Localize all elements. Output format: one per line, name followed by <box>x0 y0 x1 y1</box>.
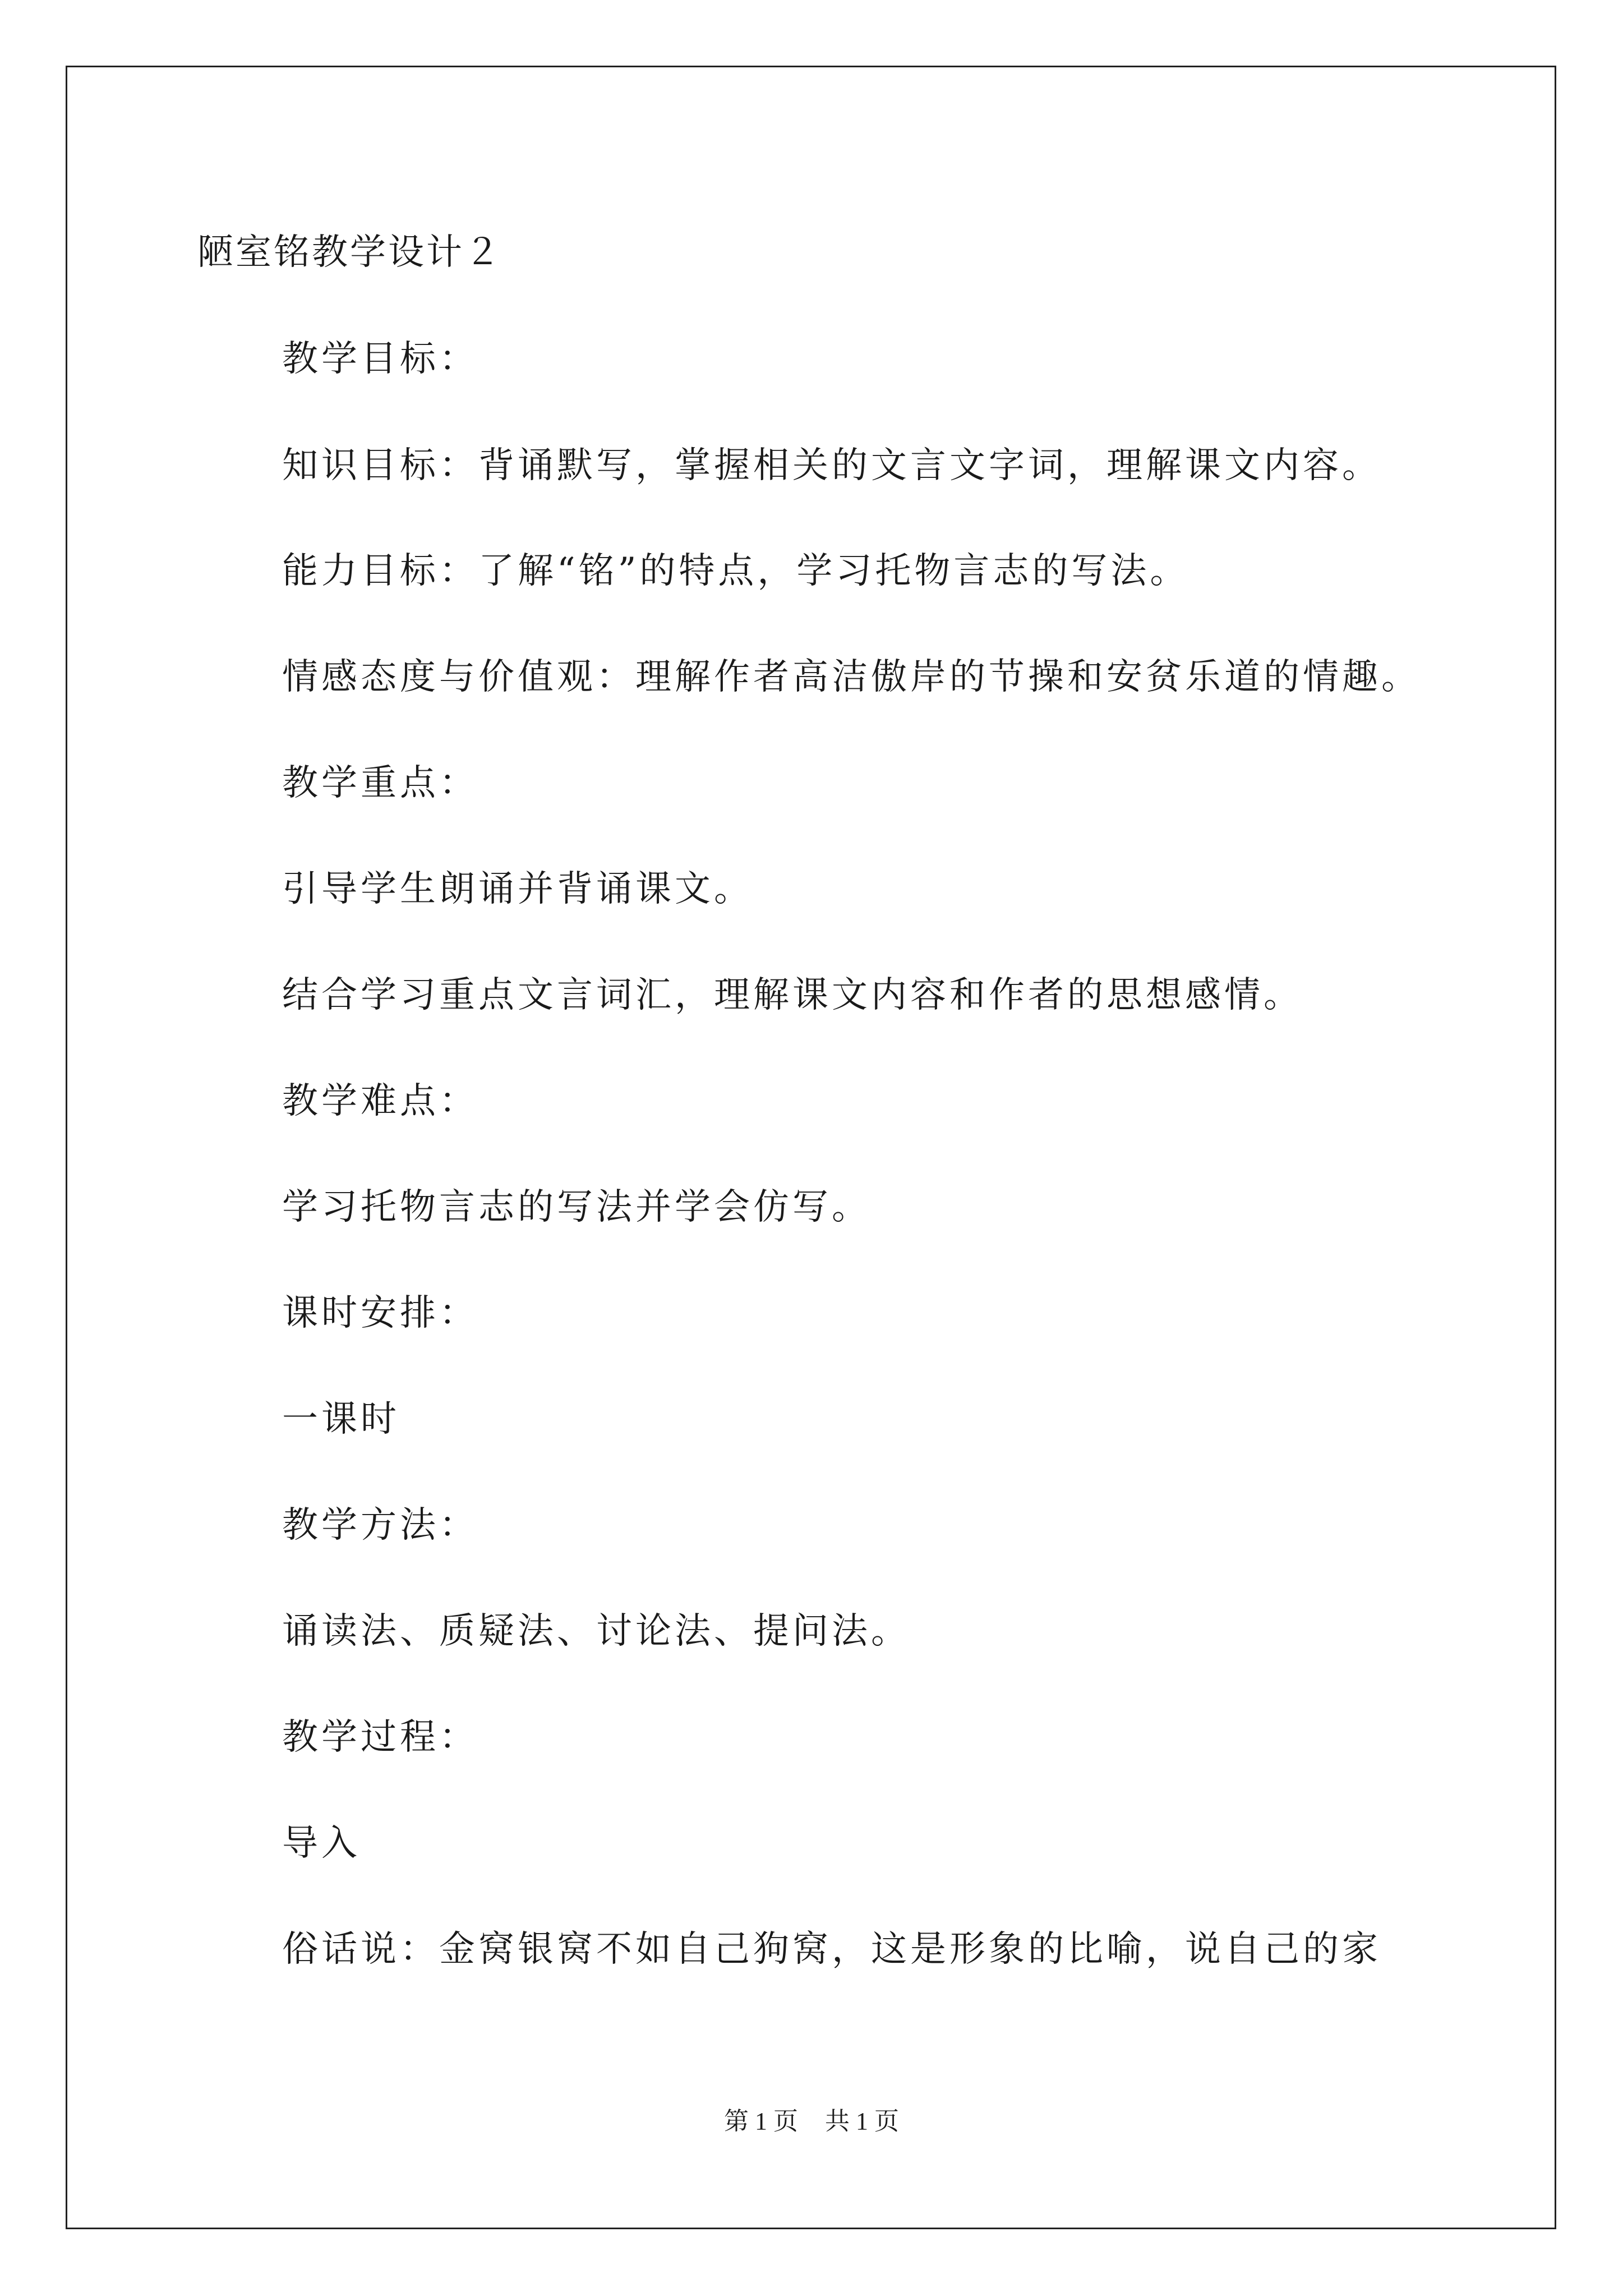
paragraph: 一课时 <box>282 1398 400 1440</box>
paragraph: 学习托物言志的写法并学会仿写。 <box>282 1186 871 1228</box>
document-title: 陋室铭教学设计２ <box>197 232 502 273</box>
paragraph: 结合学习重点文言词汇，理解课文内容和作者的思想感情。 <box>282 974 1303 1016</box>
page-border <box>66 66 1556 2229</box>
page-total: 共 1 页 <box>825 2108 899 2135</box>
paragraph: 情感态度与价值观：理解作者高洁傲岸的节操和安贫乐道的情趣。 <box>282 656 1421 698</box>
paragraph: 教学难点： <box>282 1080 478 1122</box>
paragraph: 教学重点： <box>282 762 478 804</box>
paragraph: 教学目标： <box>282 338 478 380</box>
paragraph: 教学方法： <box>282 1504 478 1546</box>
paragraph: 知识目标：背诵默写，掌握相关的文言文字词，理解课文内容。 <box>282 445 1381 486</box>
paragraph: 诵读法、质疑法、讨论法、提问法。 <box>282 1611 910 1652</box>
page-number: 第 1 页 <box>724 2108 798 2135</box>
paragraph: 导入 <box>282 1823 361 1864</box>
paragraph: 教学过程： <box>282 1717 478 1758</box>
paragraph: 能力目标：了解“铭”的特点，学习托物言志的写法。 <box>282 550 1189 592</box>
paragraph: 课时安排： <box>282 1292 478 1334</box>
paragraph: 俗话说：金窝银窝不如自己狗窝，这是形象的比喻，说自己的家 <box>282 1929 1381 1970</box>
page-footer <box>0 2105 1623 2138</box>
paragraph: 引导学生朗诵并背诵课文。 <box>282 868 753 910</box>
